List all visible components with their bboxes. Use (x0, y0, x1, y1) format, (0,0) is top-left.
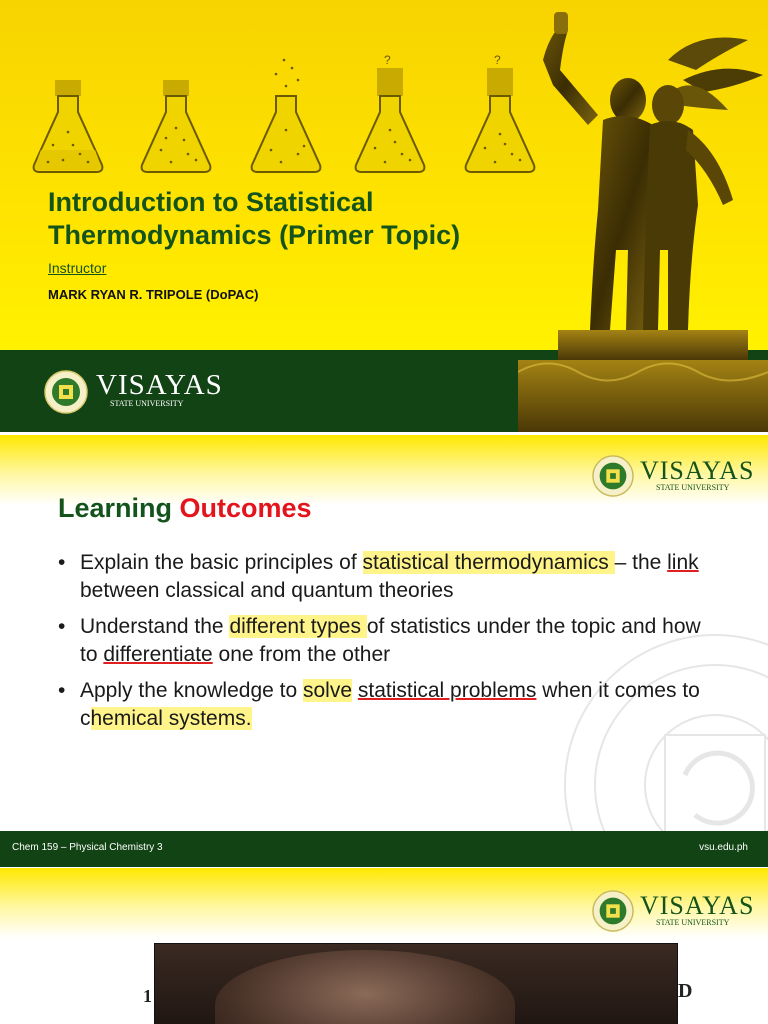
list-item (58, 549, 708, 605)
university-seal-icon (44, 370, 88, 414)
university-seal-icon (592, 455, 634, 497)
outcomes-list (58, 549, 708, 741)
university-seal-icon (592, 890, 634, 932)
erlenmeyer-flask-icon (136, 50, 216, 175)
website-label: vsu.edu.ph (699, 842, 748, 853)
bronze-statue-image (518, 0, 768, 432)
slide-heading (58, 493, 312, 524)
underlined-phrase: link (667, 551, 699, 574)
heading-part-2: Outcomes (179, 493, 312, 523)
highlighted-phrase: hemical systems. (90, 707, 252, 730)
title-slide (0, 0, 768, 432)
outcome-text: Understand the (80, 615, 230, 638)
highlighted-phrase: solve (302, 679, 353, 702)
course-label: Chem 159 – Physical Chemistry 3 (12, 842, 163, 853)
outcome-text: Apply the knowledge to (80, 679, 303, 702)
svg-text:?: ? (494, 53, 501, 67)
logo-subtitle: STATE UNIVERSITY (656, 918, 730, 927)
cropped-text-right: D (678, 980, 693, 1002)
logo-subtitle: STATE UNIVERSITY (110, 399, 184, 408)
outcome-text: of statistics under the topic and how to (80, 615, 701, 666)
cropped-text-left: 1 (143, 986, 152, 1006)
portrait-photo (154, 943, 678, 1024)
partial-photo-slide (0, 868, 768, 1024)
learning-outcomes-slide (0, 435, 768, 867)
presentation-title: Introduction to Statistical Thermodynamics (Primer Topic) (48, 187, 461, 250)
erlenmeyer-flask-icon (28, 50, 108, 175)
outcome-text: – the (614, 551, 668, 574)
instructor-name: MARK RYAN R. TRIPOLE (DoPAC) (48, 287, 259, 302)
list-item (58, 613, 708, 669)
outcome-text: Explain the basic principles of (80, 551, 363, 574)
erlenmeyer-flask-icon (350, 50, 430, 175)
list-item (58, 677, 708, 733)
erlenmeyer-flask-icon (246, 50, 326, 175)
outcome-text: when it comes to c (80, 679, 700, 730)
svg-text:?: ? (384, 53, 391, 67)
underlined-phrase: differentiate (103, 643, 213, 666)
underlined-phrase: statistical problems (357, 679, 537, 702)
outcome-text: between classical and quantum theories (80, 579, 454, 602)
logo-subtitle: STATE UNIVERSITY (656, 483, 730, 492)
logo-wordmark: VISAYAS (640, 456, 755, 485)
slide-footer (0, 831, 768, 867)
portrait-face (215, 950, 515, 1024)
heading-part-1: Learning (58, 493, 180, 523)
logo-wordmark: VISAYAS (96, 369, 223, 401)
logo-wordmark: VISAYAS (640, 891, 755, 920)
highlighted-phrase: statistical thermodynamics (362, 551, 615, 574)
highlighted-phrase: different types (229, 615, 367, 638)
instructor-label: Instructor (48, 260, 107, 276)
outcome-text: one from the other (212, 643, 391, 666)
